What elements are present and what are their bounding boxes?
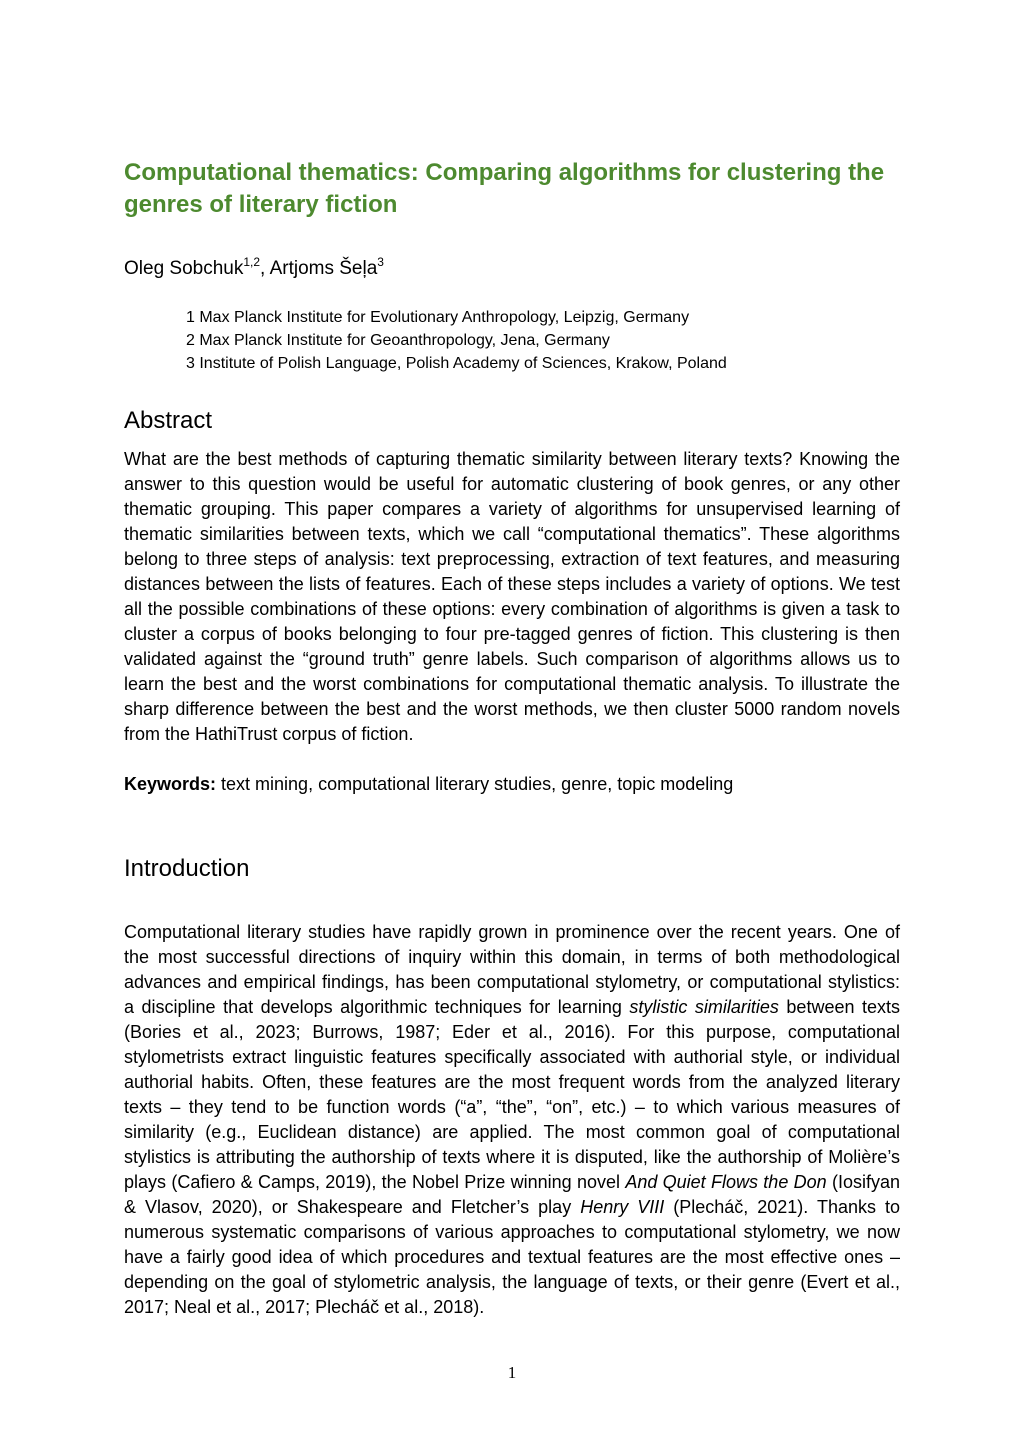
intro-text-run: between texts (Bories et al., 2023; Burrows, 1987; Eder et al., 2016). For this purpose, computational stylometrists extract linguistic features specifically associated with authorial style, or individual authorial habits. Often, these features are the most frequent words from the analyzed literary texts – they tend to be function words (“a”, “the”, “on”, etc.) – to which various measures of similarity (e.g., Euclidean distance) are applied. The most common goal of computational stylistics is attributing the authorship of texts where it is disputed, like the authorship of Molière’s plays (Cafiero & Camps, 2019), the Nobel Prize winning novel	[124, 997, 900, 1192]
affiliation-item: 3 Institute of Polish Language, Polish Academy of Sciences, Krakow, Poland	[186, 355, 727, 372]
paper-title: Computational thematics: Comparing algorithms for clustering the genres of literary fiction	[124, 159, 885, 218]
affiliation-list	[186, 306, 727, 375]
keywords-label: Keywords:	[124, 774, 217, 794]
affiliation-marker: 1,2	[243, 255, 261, 269]
abstract-text: What are the best methods of capturing thematic similarity between literary texts? Knowing the answer to this question would be useful for automatic clustering of book genres, or any other thematic grouping. This paper compares a variety of algorithms for unsupervised learning of thematic similarities between texts, which we call “computational thematics”. These algorithms belong to three steps of analysis: text preprocessing, extraction of text features, and measuring distances between the lists of features. Each of these steps includes a variety of options. We test all the possible combinations of these options: every combination of algorithms is given a task to cluster a corpus of books belonging to four pre-tagged genres of fiction. This clustering is then validated against the “ground truth” genre labels. Such comparison of algorithms allows us to learn the best and the worst combinations for computational thematic analysis. To illustrate the sharp difference between the best and the worst methods, we then cluster 5000 random novels from the HathiTrust corpus of fiction.	[124, 449, 900, 744]
page-number: 1	[507, 1363, 517, 1382]
author-list	[124, 256, 384, 282]
intro-text-run: (Iosifyan & Vlasov, 2020), or Shakespeare and Fletcher’s play	[124, 1172, 901, 1217]
intro-text-run: Computational literary studies have rapidly grown in prominence over the recent years. One of the most successful directions of inquiry within this domain, in terms of both methodological advances and empirical findings, has been computational stylometry, or computational stylistics: a discipline that develops algorithmic techniques for learning	[124, 922, 900, 1017]
affiliation-marker: 3	[377, 255, 384, 269]
author-name: Oleg Sobchuk	[124, 258, 244, 279]
keywords-text: text mining, computational literary studies, genre, topic modeling	[216, 774, 734, 794]
introduction-paragraph	[124, 920, 900, 1320]
affiliation-item: 2 Max Planck Institute for Geoanthropology, Jena, Germany	[186, 332, 610, 349]
author-name: Artjoms Šeļa	[269, 258, 378, 279]
author-separator: ,	[260, 258, 270, 279]
intro-italic-run: Henry VIII	[580, 1197, 665, 1217]
abstract-heading: Abstract	[124, 407, 213, 434]
introduction-heading: Introduction	[124, 855, 250, 882]
intro-italic-run: stylistic similarities	[629, 997, 779, 1017]
intro-text-run: (Plecháč, 2021). Thanks to numerous systematic comparisons of various approaches to computational stylometry, we now have a fairly good idea of which procedures and textual features are the most effective ones – depending on the goal of stylometric analysis, the language of texts, or their genre (Evert et al., 2017; Neal et al., 2017; Plecháč et al., 2018).	[124, 1197, 900, 1317]
affiliation-item: 1 Max Planck Institute for Evolutionary Anthropology, Leipzig, Germany	[186, 309, 690, 326]
intro-italic-run: And Quiet Flows the Don	[625, 1172, 827, 1192]
keywords-line	[124, 772, 733, 797]
